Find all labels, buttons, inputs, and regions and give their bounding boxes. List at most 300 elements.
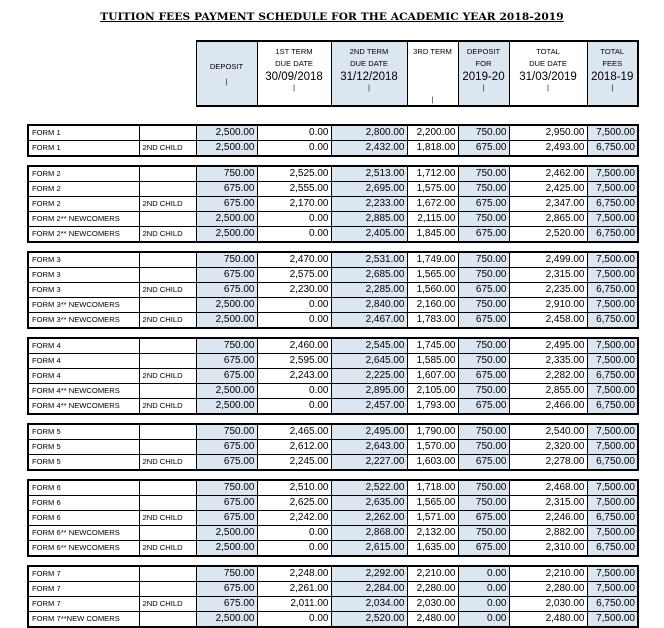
value-cell: 0.00: [458, 566, 509, 582]
table-row: [28, 252, 638, 268]
value-cell: 750.00: [458, 480, 509, 496]
value-cell: 750.00: [196, 480, 257, 496]
value-cell: 1,790.00: [407, 424, 458, 440]
value-cell: 2,248.00: [257, 566, 331, 582]
value-cell: 6,750.00: [587, 227, 638, 243]
value-cell: 2,243.00: [257, 369, 331, 384]
value-cell: 750.00: [458, 166, 509, 182]
value-cell: 2,292.00: [331, 566, 407, 582]
value-cell: 2,467.00: [331, 313, 407, 329]
value-cell: 7,500.00: [587, 354, 638, 369]
value-cell: 675.00: [458, 313, 509, 329]
row-sublabel: [139, 354, 196, 369]
group-spacer: [28, 242, 638, 252]
value-cell: 2,245.00: [257, 455, 331, 471]
value-cell: 2,132.00: [407, 526, 458, 541]
header-total-fees: TOTAL FEES 2018-19 |: [587, 41, 638, 106]
value-cell: 2,480.00: [509, 612, 587, 628]
value-cell: 2,470.00: [257, 252, 331, 268]
value-cell: 2,460.00: [257, 338, 331, 354]
table-row: [28, 354, 638, 369]
value-cell: 0.00: [257, 612, 331, 628]
row-sublabel: [139, 384, 196, 399]
value-cell: 750.00: [196, 252, 257, 268]
value-cell: 2,432.00: [331, 141, 407, 157]
value-cell: 2,210.00: [509, 566, 587, 582]
value-cell: 0.00: [458, 612, 509, 628]
table-row: [28, 399, 638, 415]
header-deposit: DEPOSIT |: [196, 41, 257, 106]
value-cell: 1,570.00: [407, 440, 458, 455]
value-cell: 2,495.00: [331, 424, 407, 440]
value-cell: 2,262.00: [331, 511, 407, 526]
row-label: FORM 4: [28, 369, 139, 384]
row-label: FORM 3: [28, 283, 139, 298]
row-sublabel: [139, 252, 196, 268]
value-cell: 2,495.00: [509, 338, 587, 354]
value-cell: 1,712.00: [407, 166, 458, 182]
value-cell: 2,466.00: [509, 399, 587, 415]
row-sublabel: 2ND CHILD: [139, 455, 196, 471]
value-cell: 2,882.00: [509, 526, 587, 541]
row-label: FORM 3: [28, 252, 139, 268]
value-cell: 2,105.00: [407, 384, 458, 399]
value-cell: 2,500.00: [196, 399, 257, 415]
row-label: FORM 7**NEW COMERS: [28, 612, 139, 628]
value-cell: 750.00: [196, 338, 257, 354]
value-cell: 2,480.00: [407, 612, 458, 628]
value-cell: 750.00: [458, 125, 509, 141]
value-cell: 0.00: [257, 212, 331, 227]
value-cell: 675.00: [458, 541, 509, 557]
value-cell: 2,030.00: [509, 597, 587, 612]
value-cell: 1,672.00: [407, 197, 458, 212]
value-cell: 675.00: [458, 227, 509, 243]
value-cell: 2,170.00: [257, 197, 331, 212]
value-cell: 2,575.00: [257, 268, 331, 283]
row-label: FORM 6: [28, 480, 139, 496]
value-cell: 2,500.00: [196, 526, 257, 541]
value-cell: 7,500.00: [587, 166, 638, 182]
value-cell: 2,210.00: [407, 566, 458, 582]
value-cell: 2,115.00: [407, 212, 458, 227]
value-cell: 2,284.00: [331, 582, 407, 597]
value-cell: 2,458.00: [509, 313, 587, 329]
row-sublabel: 2ND CHILD: [139, 399, 196, 415]
group-spacer: [28, 470, 638, 480]
table-row: [28, 480, 638, 496]
value-cell: 2,685.00: [331, 268, 407, 283]
row-label: FORM 3: [28, 268, 139, 283]
value-cell: 675.00: [458, 141, 509, 157]
value-cell: 750.00: [458, 252, 509, 268]
page-title: TUITION FEES PAYMENT SCHEDULE FOR THE ACADEMIC YEAR 2018-2019: [100, 11, 564, 23]
table-row: [28, 455, 638, 471]
row-label: FORM 1: [28, 125, 139, 141]
value-cell: 2,500.00: [196, 541, 257, 557]
value-cell: 1,603.00: [407, 455, 458, 471]
table-row: [28, 313, 638, 329]
value-cell: 750.00: [458, 354, 509, 369]
value-cell: 2,500.00: [196, 212, 257, 227]
value-cell: 750.00: [196, 166, 257, 182]
value-cell: 2,500.00: [196, 313, 257, 329]
row-label: FORM 5: [28, 455, 139, 471]
value-cell: 6,750.00: [587, 313, 638, 329]
row-sublabel: 2ND CHILD: [139, 283, 196, 298]
value-cell: 2,840.00: [331, 298, 407, 313]
header-deposit-next: DEPOSIT FOR 2019-20 |: [458, 41, 509, 106]
row-label: FORM 2: [28, 197, 139, 212]
value-cell: 750.00: [458, 496, 509, 511]
row-label: FORM 2** NEWCOMERS: [28, 212, 139, 227]
row-sublabel: 2ND CHILD: [139, 313, 196, 329]
value-cell: 7,500.00: [587, 298, 638, 313]
value-cell: 7,500.00: [587, 480, 638, 496]
value-cell: 2,635.00: [331, 496, 407, 511]
value-cell: 7,500.00: [587, 440, 638, 455]
header-blank: [139, 41, 196, 106]
value-cell: 675.00: [196, 283, 257, 298]
value-cell: 2,246.00: [509, 511, 587, 526]
row-sublabel: [139, 480, 196, 496]
value-cell: 2,500.00: [196, 141, 257, 157]
value-cell: 2,625.00: [257, 496, 331, 511]
value-cell: 675.00: [458, 369, 509, 384]
value-cell: 2,545.00: [331, 338, 407, 354]
value-cell: 675.00: [196, 597, 257, 612]
row-label: FORM 3** NEWCOMERS: [28, 313, 139, 329]
value-cell: 2,225.00: [331, 369, 407, 384]
value-cell: 2,233.00: [331, 197, 407, 212]
row-sublabel: 2ND CHILD: [139, 369, 196, 384]
row-label: FORM 2: [28, 166, 139, 182]
row-sublabel: [139, 125, 196, 141]
table-row: [28, 283, 638, 298]
table-row: [28, 440, 638, 455]
row-sublabel: [139, 212, 196, 227]
table-row: [28, 197, 638, 212]
group-spacer: [28, 156, 638, 166]
value-cell: 2,242.00: [257, 511, 331, 526]
value-cell: 2,540.00: [509, 424, 587, 440]
value-cell: 2,282.00: [509, 369, 587, 384]
row-label: FORM 7: [28, 582, 139, 597]
row-sublabel: 2ND CHILD: [139, 511, 196, 526]
value-cell: 2,500.00: [196, 612, 257, 628]
row-sublabel: 2ND CHILD: [139, 141, 196, 157]
value-cell: 1,783.00: [407, 313, 458, 329]
value-cell: 750.00: [458, 338, 509, 354]
table-row: [28, 566, 638, 582]
value-cell: 0.00: [257, 313, 331, 329]
value-cell: 675.00: [458, 283, 509, 298]
table-row: [28, 612, 638, 628]
value-cell: 6,750.00: [587, 197, 638, 212]
value-cell: 1,745.00: [407, 338, 458, 354]
value-cell: 675.00: [458, 455, 509, 471]
value-cell: 0.00: [257, 541, 331, 557]
value-cell: 2,910.00: [509, 298, 587, 313]
value-cell: 2,280.00: [509, 582, 587, 597]
row-sublabel: 2ND CHILD: [139, 227, 196, 243]
value-cell: 1,585.00: [407, 354, 458, 369]
value-cell: 0.00: [257, 227, 331, 243]
value-cell: 750.00: [196, 424, 257, 440]
value-cell: 2,612.00: [257, 440, 331, 455]
value-cell: 2,468.00: [509, 480, 587, 496]
header-blank: [28, 41, 139, 106]
value-cell: 7,500.00: [587, 338, 638, 354]
value-cell: 750.00: [458, 212, 509, 227]
row-label: FORM 5: [28, 440, 139, 455]
header-term3: 3RD TERM |: [407, 41, 458, 106]
value-cell: 2,855.00: [509, 384, 587, 399]
value-cell: 2,525.00: [257, 166, 331, 182]
table-row: [28, 141, 638, 157]
value-cell: 6,750.00: [587, 597, 638, 612]
value-cell: 2,868.00: [331, 526, 407, 541]
value-cell: 675.00: [458, 399, 509, 415]
value-cell: 7,500.00: [587, 424, 638, 440]
value-cell: 1,718.00: [407, 480, 458, 496]
row-sublabel: 2ND CHILD: [139, 597, 196, 612]
value-cell: 2,310.00: [509, 541, 587, 557]
group-spacer: [28, 414, 638, 424]
table-row: [28, 424, 638, 440]
value-cell: 750.00: [458, 182, 509, 197]
value-cell: 2,885.00: [331, 212, 407, 227]
value-cell: 1,793.00: [407, 399, 458, 415]
row-label: FORM 4** NEWCOMERS: [28, 384, 139, 399]
value-cell: 675.00: [196, 496, 257, 511]
table-row: [28, 511, 638, 526]
row-sublabel: [139, 424, 196, 440]
value-cell: 7,500.00: [587, 384, 638, 399]
header-row: [28, 41, 638, 106]
value-cell: 2,645.00: [331, 354, 407, 369]
row-sublabel: [139, 526, 196, 541]
value-cell: 750.00: [458, 384, 509, 399]
value-cell: 2,895.00: [331, 384, 407, 399]
value-cell: 750.00: [458, 268, 509, 283]
group-spacer: [28, 556, 638, 566]
value-cell: 2,425.00: [509, 182, 587, 197]
header-term2: 2ND TERM DUE DATE 31/12/2018 |: [331, 41, 407, 106]
value-cell: 2,034.00: [331, 597, 407, 612]
value-cell: 6,750.00: [587, 399, 638, 415]
row-label: FORM 5: [28, 424, 139, 440]
table-row: [28, 212, 638, 227]
table-row: [28, 541, 638, 557]
value-cell: 7,500.00: [587, 212, 638, 227]
row-label: FORM 6: [28, 511, 139, 526]
row-label: FORM 2: [28, 182, 139, 197]
value-cell: 0.00: [257, 125, 331, 141]
value-cell: 6,750.00: [587, 541, 638, 557]
value-cell: 2,457.00: [331, 399, 407, 415]
value-cell: 1,560.00: [407, 283, 458, 298]
value-cell: 675.00: [458, 197, 509, 212]
value-cell: 2,261.00: [257, 582, 331, 597]
value-cell: 2,335.00: [509, 354, 587, 369]
value-cell: 675.00: [196, 582, 257, 597]
value-cell: 2,643.00: [331, 440, 407, 455]
value-cell: 675.00: [196, 197, 257, 212]
value-cell: 750.00: [458, 440, 509, 455]
row-label: FORM 6** NEWCOMERS: [28, 526, 139, 541]
value-cell: 675.00: [196, 511, 257, 526]
value-cell: 2,595.00: [257, 354, 331, 369]
value-cell: 675.00: [196, 369, 257, 384]
row-label: FORM 4** NEWCOMERS: [28, 399, 139, 415]
value-cell: 2,315.00: [509, 496, 587, 511]
value-cell: 7,500.00: [587, 582, 638, 597]
value-cell: 6,750.00: [587, 283, 638, 298]
value-cell: 2,285.00: [331, 283, 407, 298]
value-cell: 2,405.00: [331, 227, 407, 243]
row-sublabel: [139, 566, 196, 582]
row-sublabel: [139, 166, 196, 182]
row-label: FORM 2** NEWCOMERS: [28, 227, 139, 243]
row-sublabel: [139, 582, 196, 597]
row-sublabel: [139, 612, 196, 628]
value-cell: 0.00: [257, 141, 331, 157]
value-cell: 2,465.00: [257, 424, 331, 440]
value-cell: 7,500.00: [587, 182, 638, 197]
row-label: FORM 1: [28, 141, 139, 157]
value-cell: 0.00: [257, 384, 331, 399]
value-cell: 2,347.00: [509, 197, 587, 212]
value-cell: 1,607.00: [407, 369, 458, 384]
table-row: [28, 125, 638, 141]
value-cell: 2,500.00: [196, 227, 257, 243]
value-cell: 2,160.00: [407, 298, 458, 313]
value-cell: 7,500.00: [587, 268, 638, 283]
value-cell: 0.00: [257, 298, 331, 313]
fees-table: [27, 40, 639, 628]
value-cell: 750.00: [458, 424, 509, 440]
value-cell: 750.00: [458, 526, 509, 541]
row-label: FORM 6: [28, 496, 139, 511]
header-term1: 1ST TERM DUE DATE 30/09/2018 |: [257, 41, 331, 106]
value-cell: 6,750.00: [587, 369, 638, 384]
value-cell: 1,635.00: [407, 541, 458, 557]
value-cell: 6,750.00: [587, 141, 638, 157]
value-cell: 1,818.00: [407, 141, 458, 157]
group-spacer: [28, 328, 638, 338]
value-cell: 2,500.00: [196, 384, 257, 399]
value-cell: 2,695.00: [331, 182, 407, 197]
value-cell: 1,749.00: [407, 252, 458, 268]
value-cell: 0.00: [257, 526, 331, 541]
row-label: FORM 3** NEWCOMERS: [28, 298, 139, 313]
value-cell: 2,522.00: [331, 480, 407, 496]
table-row: [28, 182, 638, 197]
table-row: [28, 298, 638, 313]
value-cell: 750.00: [196, 566, 257, 582]
value-cell: 2,531.00: [331, 252, 407, 268]
value-cell: 2,513.00: [331, 166, 407, 182]
table-row: [28, 166, 638, 182]
row-sublabel: [139, 338, 196, 354]
table-row: [28, 496, 638, 511]
value-cell: 0.00: [458, 597, 509, 612]
row-sublabel: [139, 440, 196, 455]
value-cell: 0.00: [257, 399, 331, 415]
value-cell: 675.00: [458, 511, 509, 526]
value-cell: 2,315.00: [509, 268, 587, 283]
value-cell: 7,500.00: [587, 252, 638, 268]
value-cell: 750.00: [458, 298, 509, 313]
value-cell: 2,615.00: [331, 541, 407, 557]
value-cell: 2,030.00: [407, 597, 458, 612]
row-sublabel: 2ND CHILD: [139, 541, 196, 557]
value-cell: 7,500.00: [587, 125, 638, 141]
value-cell: 2,950.00: [509, 125, 587, 141]
value-cell: 2,278.00: [509, 455, 587, 471]
value-cell: 7,500.00: [587, 526, 638, 541]
group-spacer: [28, 106, 638, 125]
value-cell: 1,565.00: [407, 496, 458, 511]
value-cell: 2,462.00: [509, 166, 587, 182]
table-row: [28, 582, 638, 597]
table-row: [28, 268, 638, 283]
row-label: FORM 6** NEWCOMERS: [28, 541, 139, 557]
value-cell: 675.00: [196, 354, 257, 369]
table-row: [28, 597, 638, 612]
value-cell: 2,500.00: [196, 125, 257, 141]
table-row: [28, 384, 638, 399]
value-cell: 6,750.00: [587, 455, 638, 471]
header-total-due: TOTAL DUE DATE 31/03/2019 |: [509, 41, 587, 106]
value-cell: 2,510.00: [257, 480, 331, 496]
value-cell: 2,320.00: [509, 440, 587, 455]
row-label: FORM 7: [28, 566, 139, 582]
value-cell: 2,800.00: [331, 125, 407, 141]
value-cell: 2,865.00: [509, 212, 587, 227]
value-cell: 1,571.00: [407, 511, 458, 526]
value-cell: 0.00: [458, 582, 509, 597]
value-cell: 2,493.00: [509, 141, 587, 157]
row-sublabel: [139, 496, 196, 511]
value-cell: 2,520.00: [331, 612, 407, 628]
table-row: [28, 338, 638, 354]
row-sublabel: [139, 268, 196, 283]
row-label: FORM 4: [28, 354, 139, 369]
value-cell: 675.00: [196, 182, 257, 197]
value-cell: 1,565.00: [407, 268, 458, 283]
row-label: FORM 4: [28, 338, 139, 354]
value-cell: 675.00: [196, 440, 257, 455]
row-sublabel: 2ND CHILD: [139, 197, 196, 212]
table-row: [28, 227, 638, 243]
value-cell: 2,499.00: [509, 252, 587, 268]
value-cell: 2,520.00: [509, 227, 587, 243]
row-sublabel: [139, 298, 196, 313]
value-cell: 2,280.00: [407, 582, 458, 597]
value-cell: 675.00: [196, 268, 257, 283]
row-sublabel: [139, 182, 196, 197]
row-label: FORM 7: [28, 597, 139, 612]
value-cell: 7,500.00: [587, 566, 638, 582]
value-cell: 2,500.00: [196, 298, 257, 313]
value-cell: 2,200.00: [407, 125, 458, 141]
value-cell: 2,235.00: [509, 283, 587, 298]
value-cell: 7,500.00: [587, 496, 638, 511]
table-row: [28, 526, 638, 541]
value-cell: 6,750.00: [587, 511, 638, 526]
